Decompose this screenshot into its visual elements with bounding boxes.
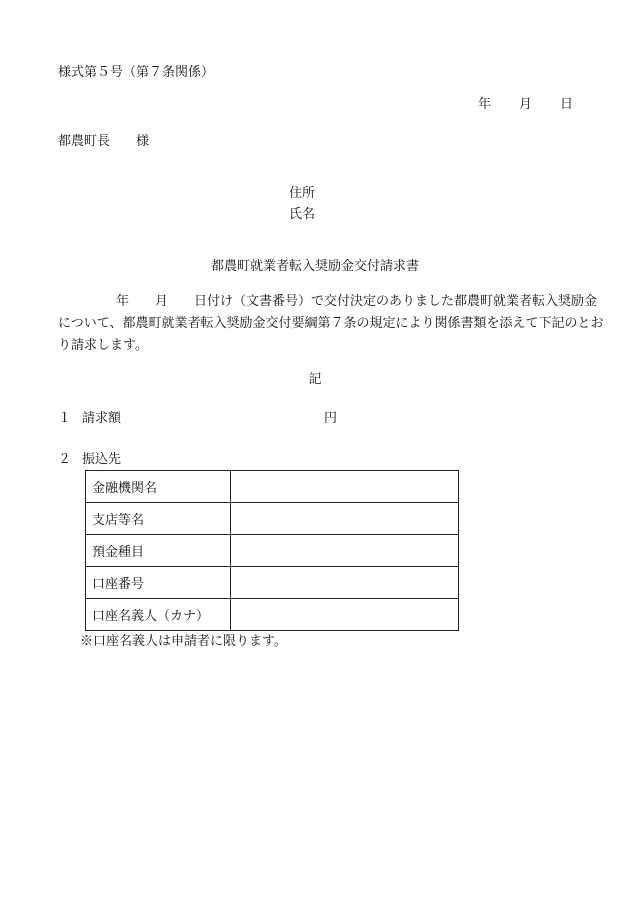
deposit-type-value[interactable]	[231, 535, 459, 567]
body-month: 月	[155, 294, 169, 309]
item-2-number: ２	[58, 452, 72, 467]
applicant-address-label: 住所	[289, 186, 316, 201]
branch-name-value[interactable]	[231, 503, 459, 535]
table-row	[86, 471, 459, 503]
item-1-number: １	[58, 411, 72, 426]
addressee-name: 都農町長	[58, 134, 111, 149]
account-number-value[interactable]	[231, 567, 459, 599]
branch-name-label: 支店等名	[86, 503, 231, 535]
deposit-type-label: 預金種目	[86, 535, 231, 567]
ki-heading: 記	[308, 372, 322, 387]
account-number-label: 口座番号	[86, 567, 231, 599]
addressee	[58, 134, 149, 150]
form-number: 様式第５号（第７条関係）	[58, 65, 215, 80]
body-line-1-rest: 日付け（文書番号）で交付決定のありました都農町就業者転入奨励金	[194, 294, 598, 309]
body-line-2: について、都農町就業者転入奨励金交付要綱第７条の規定により関係書類を添えて下記のとお	[58, 316, 604, 331]
account-holder-label: 口座名義人（カナ）	[86, 599, 231, 631]
bank-name-label: 金融機関名	[86, 471, 231, 503]
date-day: 日	[559, 97, 573, 112]
date-month: 月	[518, 97, 532, 112]
addressee-suffix: 様	[136, 134, 150, 149]
body-line-1	[58, 291, 598, 313]
table-row	[86, 535, 459, 567]
document-title: 都農町就業者転入奨励金交付請求書	[210, 259, 419, 274]
body-text	[58, 291, 604, 357]
date-line	[478, 97, 573, 113]
item-1-unit: 円	[324, 411, 338, 426]
bank-name-value[interactable]	[231, 471, 459, 503]
body-line-3: り請求します。	[58, 338, 148, 353]
table-row	[86, 503, 459, 535]
table-row	[86, 567, 459, 599]
body-year: 年	[116, 294, 130, 309]
table-row	[86, 599, 459, 631]
footnote: ※口座名義人は申請者に限ります。	[80, 634, 287, 649]
item-2-label: 振込先	[82, 452, 122, 467]
item-1-label: 請求額	[82, 411, 122, 426]
date-year: 年	[477, 97, 491, 112]
item-2	[58, 452, 121, 468]
item-1	[58, 411, 121, 427]
bank-account-table	[85, 470, 459, 631]
account-holder-value[interactable]	[231, 599, 459, 631]
applicant-name-label: 氏名	[289, 207, 316, 222]
